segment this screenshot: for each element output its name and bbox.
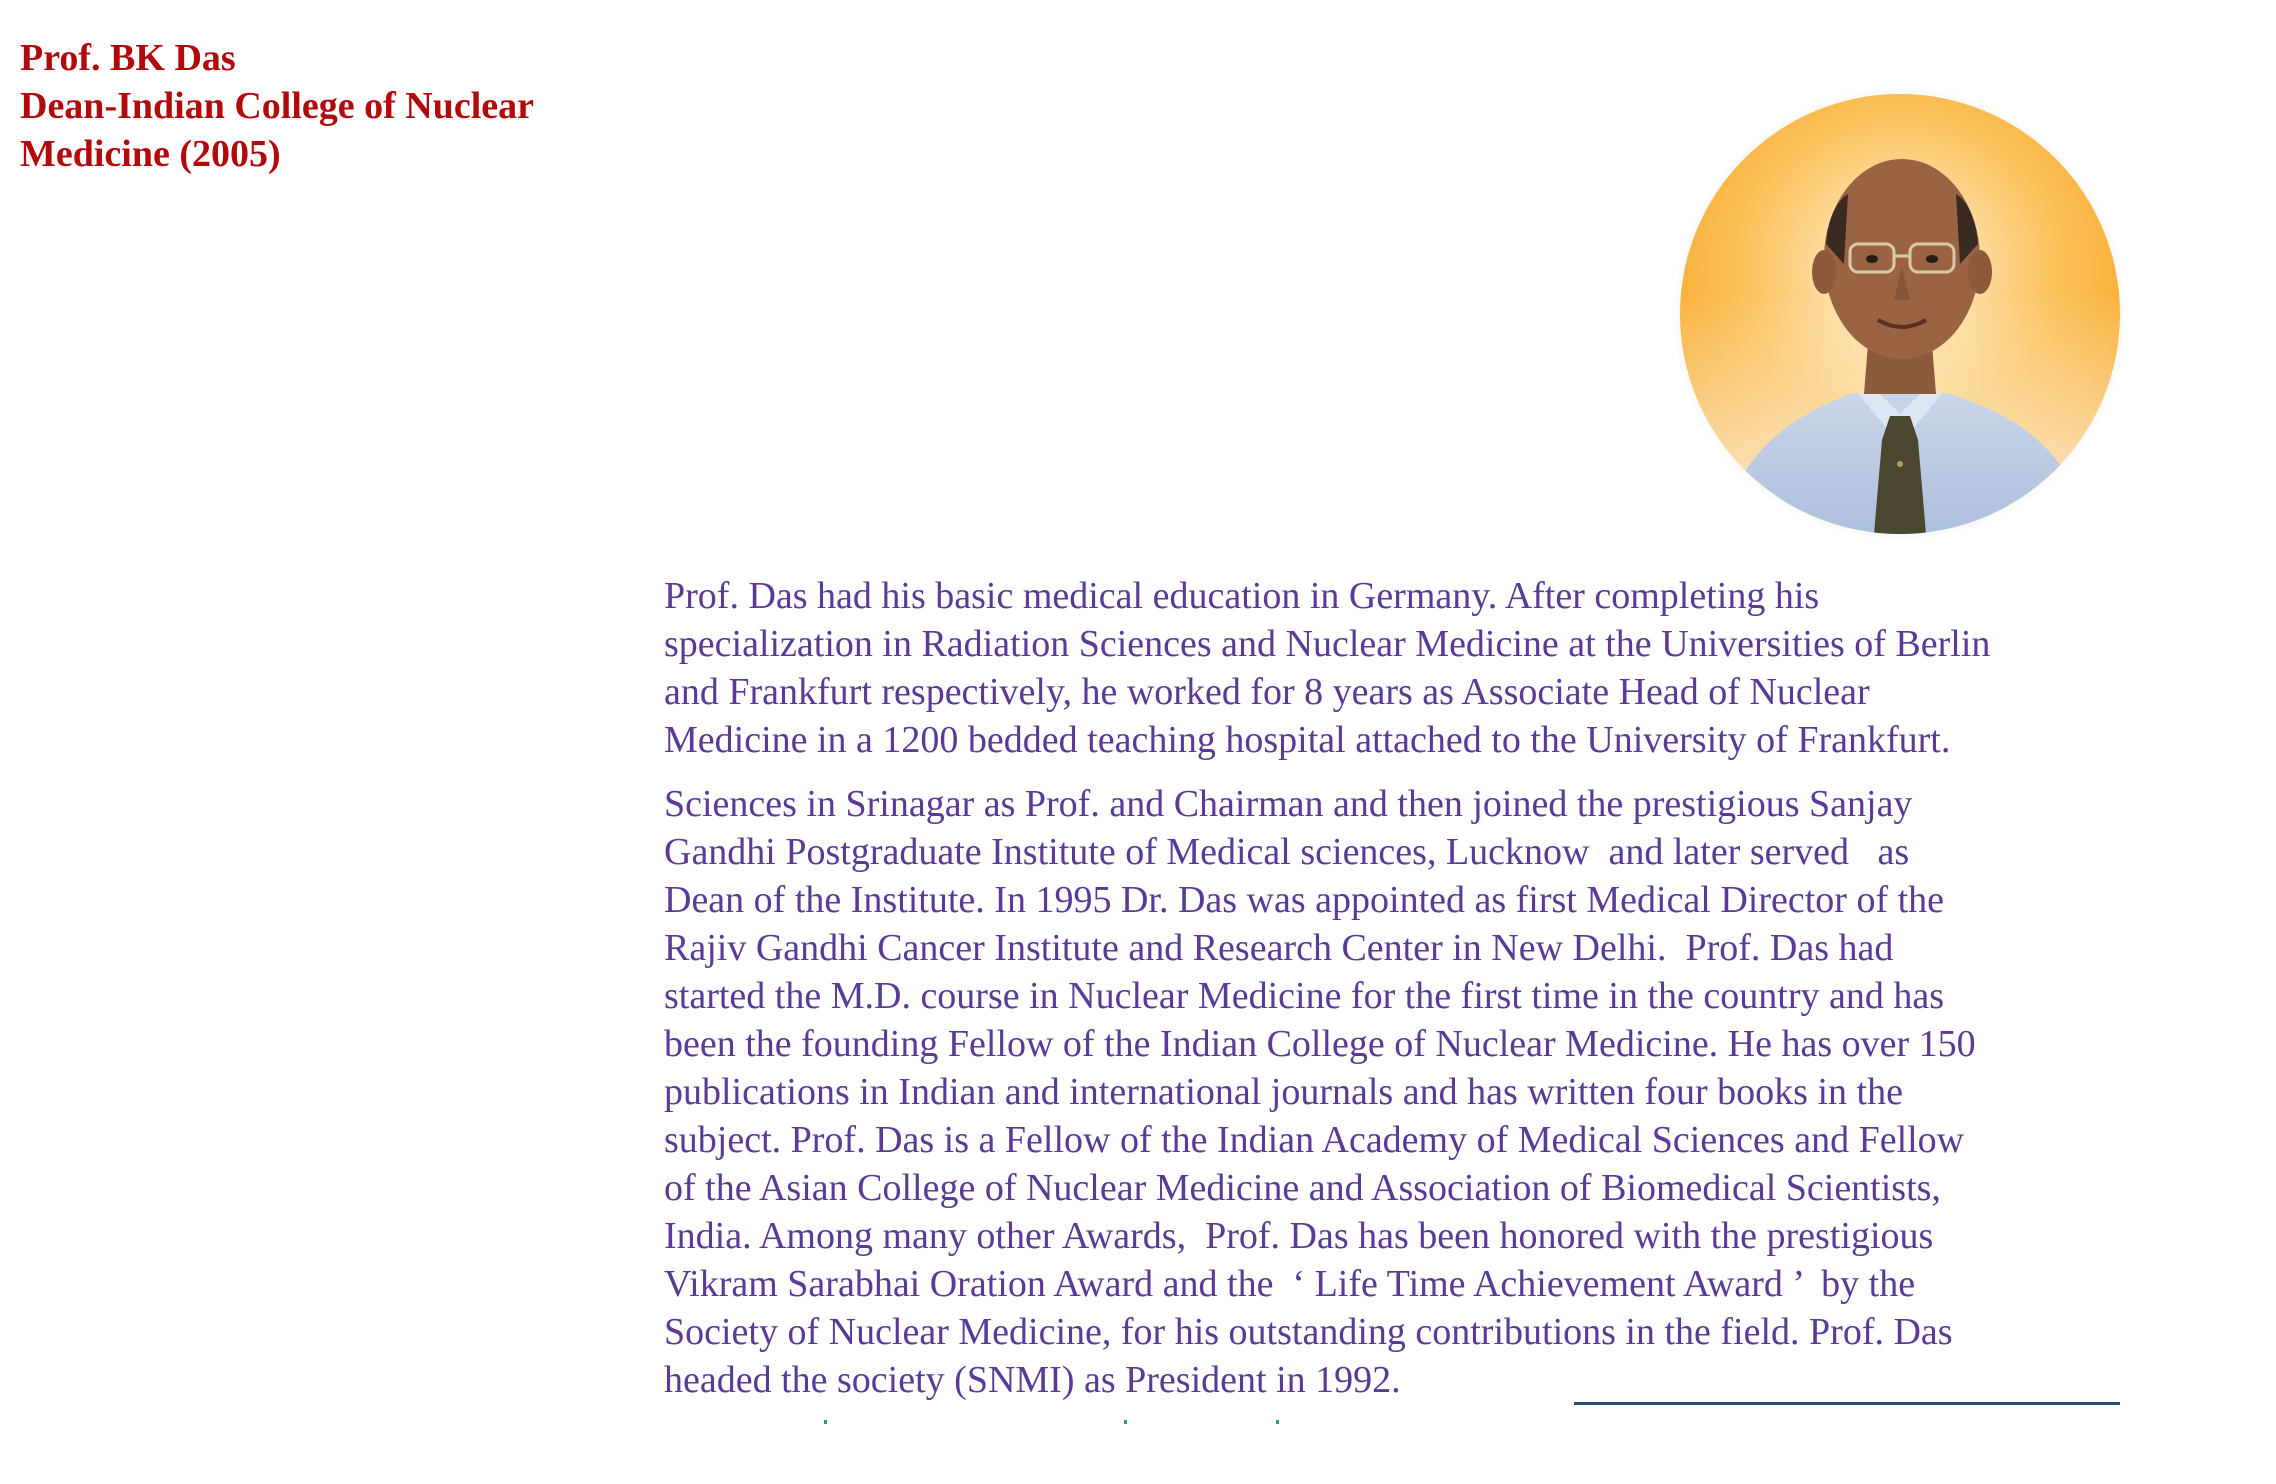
ear-right — [1968, 250, 1992, 294]
bio-line: of the Asian College of Nuclear Medicine and Association of Biomedical Scientists, — [664, 1167, 1941, 1209]
bio-line: India. Among many other Awards, Prof. Das has been honored with the prestigious — [664, 1215, 1934, 1257]
eye-left — [1866, 255, 1878, 263]
bio-line: specialization in Radiation Sciences and Nuclear Medicine at the Universities of Berlin — [664, 623, 1991, 665]
bio-line: publications in Indian and international journals and has written four books in the — [664, 1071, 1903, 1113]
bio-paragraph-1 — [664, 572, 2224, 764]
speck — [1276, 1420, 1279, 1424]
portrait-photo — [1680, 94, 2120, 534]
bio-line: headed the society (SNMI) as President in 1992. — [664, 1359, 1401, 1401]
bio-line: Gandhi Postgraduate Institute of Medical sciences, Lucknow and later served as — [664, 831, 1910, 873]
bio-line: Rajiv Gandhi Cancer Institute and Research Center in New Delhi. Prof. Das had — [664, 927, 1894, 969]
bio-line: subject. Prof. Das is a Fellow of the Indian Academy of Medical Sciences and Fellow — [664, 1119, 1965, 1161]
speck — [824, 1420, 827, 1424]
bio-line: started the M.D. course in Nuclear Medicine for the first time in the country and has — [664, 975, 1944, 1017]
bio-line: Medicine in a 1200 bedded teaching hospital attached to the University of Frankfurt. — [664, 719, 1951, 761]
horizontal-rule — [1574, 1402, 2120, 1405]
bio-line: Sciences in Srinagar as Prof. and Chairman and then joined the prestigious Sanjay — [664, 783, 1913, 825]
decorative-specks — [664, 1420, 1304, 1430]
page-title — [20, 34, 660, 178]
bio-line: and Frankfurt respectively, he worked for 8 years as Associate Head of Nuclear — [664, 671, 1870, 713]
paragraph-gap — [664, 764, 2224, 780]
bio-paragraph-2 — [664, 780, 2224, 1404]
bio-line: been the founding Fellow of the Indian College of Nuclear Medicine. He has over 150 — [664, 1023, 1976, 1065]
tie-pin — [1897, 461, 1903, 467]
bio-line: Dean of the Institute. In 1995 Dr. Das was appointed as first Medical Director of the — [664, 879, 1945, 921]
speck — [1124, 1420, 1127, 1424]
ear-left — [1812, 250, 1836, 294]
title-name: Prof. BK Das — [20, 37, 236, 79]
eye-right — [1926, 255, 1938, 263]
bio-line: Society of Nuclear Medicine, for his outstanding contributions in the field. Prof. Das — [664, 1311, 1953, 1353]
biography — [664, 572, 2224, 1404]
title-role: Dean-Indian College of Nuclear — [20, 85, 535, 127]
bio-line: Vikram Sarabhai Oration Award and the ‘ Life Time Achievement Award ’ by the — [664, 1263, 1916, 1305]
bio-line: Prof. Das had his basic medical education in Germany. After completing his — [664, 575, 1820, 617]
title-role-continued: Medicine (2005) — [20, 133, 281, 175]
portrait-illustration — [1680, 94, 2120, 534]
